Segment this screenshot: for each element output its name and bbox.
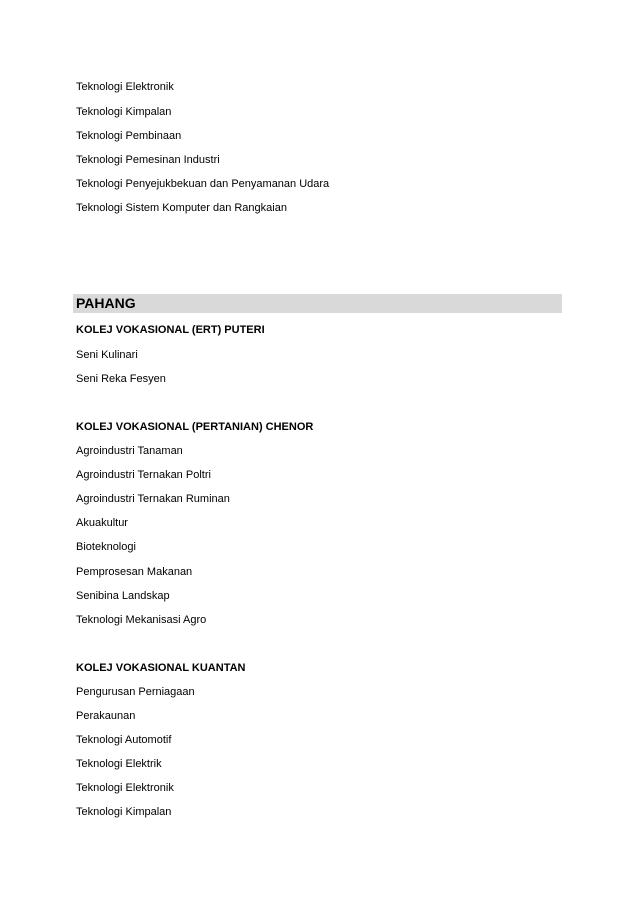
course-item: Pemprosesan Makanan xyxy=(76,566,193,578)
course-item: Teknologi Sistem Komputer dan Rangkaian xyxy=(76,202,287,214)
state-heading xyxy=(73,294,562,313)
course-item: Senibina Landskap xyxy=(76,590,170,602)
course-item: Teknologi Mekanisasi Agro xyxy=(76,614,207,626)
college-title: KOLEJ VOKASIONAL KUANTAN xyxy=(76,662,246,674)
course-item: Agroindustri Ternakan Ruminan xyxy=(76,493,230,505)
course-item: Teknologi Kimpalan xyxy=(76,106,172,118)
course-item: Teknologi Kimpalan xyxy=(76,806,172,818)
course-item: Akuakultur xyxy=(76,517,128,529)
course-item: Seni Reka Fesyen xyxy=(76,373,166,385)
course-item: Agroindustri Tanaman xyxy=(76,445,183,457)
course-item: Seni Kulinari xyxy=(76,349,138,361)
course-item: Bioteknologi xyxy=(76,541,136,553)
state-heading-label: PAHANG xyxy=(76,295,136,311)
course-item: Pengurusan Perniagaan xyxy=(76,686,195,698)
course-item: Teknologi Penyejukbekuan dan Penyamanan Udara xyxy=(76,178,330,190)
course-item: Teknologi Elektrik xyxy=(76,758,162,770)
course-item: Teknologi Elektronik xyxy=(76,782,174,794)
course-item: Teknologi Elektronik xyxy=(76,81,174,93)
course-item: Teknologi Automotif xyxy=(76,734,172,746)
course-item: Perakaunan xyxy=(76,710,136,722)
course-item: Teknologi Pemesinan Industri xyxy=(76,154,220,166)
course-item: Agroindustri Ternakan Poltri xyxy=(76,469,211,481)
college-title: KOLEJ VOKASIONAL (PERTANIAN) CHENOR xyxy=(76,421,314,433)
course-item: Teknologi Pembinaan xyxy=(76,130,182,142)
college-title: KOLEJ VOKASIONAL (ERT) PUTERI xyxy=(76,324,265,336)
